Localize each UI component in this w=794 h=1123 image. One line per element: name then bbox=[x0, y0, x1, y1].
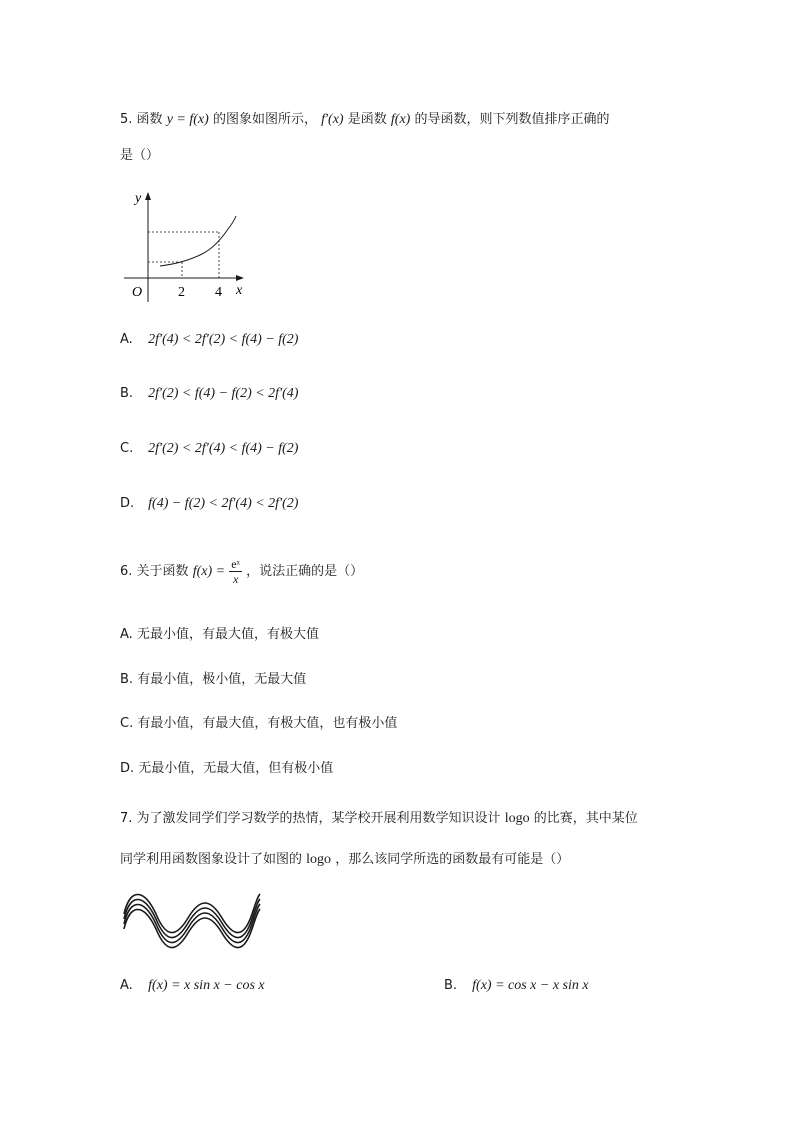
option-letter: C. bbox=[120, 716, 134, 731]
q7-stem-text1: 为了激发同学们学习数学的热情，某学校开展利用数学知识设计 bbox=[136, 811, 501, 826]
tick-label-2: 2 bbox=[178, 285, 185, 300]
option-letter: B. bbox=[120, 386, 134, 401]
q7-option-b bbox=[444, 978, 589, 994]
option-expr: 2f′(4) < 2f′(2) < f(4) − f(2) bbox=[148, 332, 299, 347]
q5-stem-text2: 的图象如图所示， bbox=[212, 112, 317, 127]
q7-wave-logo bbox=[118, 886, 264, 960]
option-expr: 2f′(2) < f(4) − f(2) < 2f′(4) bbox=[148, 386, 299, 401]
q7-stem-line1 bbox=[120, 807, 638, 827]
q7-stem-logo: logo bbox=[504, 811, 530, 826]
q6-stem-text2: ，说法正确的是（） bbox=[246, 564, 364, 579]
option-letter: A. bbox=[120, 627, 133, 642]
x-axis-label: x bbox=[236, 283, 243, 298]
option-text: 有最小值，极小值，无最大值 bbox=[137, 672, 307, 687]
function-curve bbox=[160, 216, 236, 266]
q5-stem-line1 bbox=[120, 108, 609, 128]
option-text: 无最小值，有最大值，有极大值 bbox=[136, 627, 319, 642]
option-expr: f(x) = x sin x − cos x bbox=[148, 978, 265, 993]
q5-option-b bbox=[120, 386, 298, 402]
q6-option-d bbox=[120, 757, 333, 776]
q5-option-a bbox=[120, 332, 298, 348]
origin-label: O bbox=[132, 285, 143, 300]
q6-option-c bbox=[120, 712, 397, 731]
q6-stem bbox=[120, 554, 363, 590]
option-expr: f(4) − f(2) < 2f′(4) < 2f′(2) bbox=[148, 496, 299, 511]
q7-stem-text3: 同学利用函数图象设计了如图的 bbox=[120, 852, 303, 867]
q7-stem-line2 bbox=[120, 848, 569, 868]
option-text: 无最小值，无最大值，但有极小值 bbox=[138, 761, 334, 776]
q5-stem-deriv: f′(x) bbox=[321, 112, 344, 127]
option-letter: D. bbox=[120, 761, 135, 776]
q5-number: 5. bbox=[120, 112, 133, 127]
option-text: 有最小值，有最大值，有极大值，也有极小值 bbox=[137, 716, 398, 731]
y-axis-label: y bbox=[135, 191, 142, 206]
q7-number: 7. bbox=[120, 811, 133, 826]
option-letter: D. bbox=[120, 496, 135, 511]
q5-graph bbox=[118, 186, 250, 304]
q7-stem-logo2: logo bbox=[306, 852, 332, 867]
option-letter: C. bbox=[120, 441, 134, 456]
q5-option-c bbox=[120, 441, 298, 457]
q6-number: 6. bbox=[120, 564, 133, 579]
y-axis-arrow-icon bbox=[145, 192, 151, 200]
q5-stem-fx2: f(x) bbox=[390, 112, 411, 127]
q6-stem-fx: f(x) = bbox=[192, 564, 226, 579]
option-expr: 2f′(2) < 2f′(4) < f(4) − f(2) bbox=[148, 441, 299, 456]
q6-fraction bbox=[229, 558, 242, 585]
option-expr: f(x) = cos x − x sin x bbox=[472, 978, 589, 993]
q6-option-b bbox=[120, 668, 306, 687]
q5-stem-line2: 是（） bbox=[120, 148, 160, 163]
q7-stem-text4: ，那么该同学所选的函数最有可能是（） bbox=[335, 852, 570, 867]
tick-label-4: 4 bbox=[215, 285, 222, 300]
q5-stem-fx: y = f(x) bbox=[166, 112, 209, 127]
q5-stem-text3: 是函数 bbox=[347, 112, 387, 127]
x-axis-arrow-icon bbox=[236, 275, 244, 281]
q6-stem-text1: 关于函数 bbox=[136, 564, 189, 579]
q6-option-a bbox=[120, 623, 319, 642]
q5-option-d bbox=[120, 496, 298, 512]
fraction-denominator: x bbox=[232, 572, 239, 586]
q7-stem-text2: 的比赛，其中某位 bbox=[533, 811, 638, 826]
q5-stem-text1: 函数 bbox=[136, 112, 163, 127]
fraction-numerator: eˣ bbox=[231, 557, 241, 571]
q5-stem-text4: 的导函数，则下列数值排序正确的 bbox=[414, 112, 610, 127]
q7-option-a bbox=[120, 978, 265, 994]
option-letter: A. bbox=[120, 978, 133, 993]
option-letter: B. bbox=[120, 672, 134, 687]
option-letter: A. bbox=[120, 332, 133, 347]
option-letter: B. bbox=[444, 978, 458, 993]
